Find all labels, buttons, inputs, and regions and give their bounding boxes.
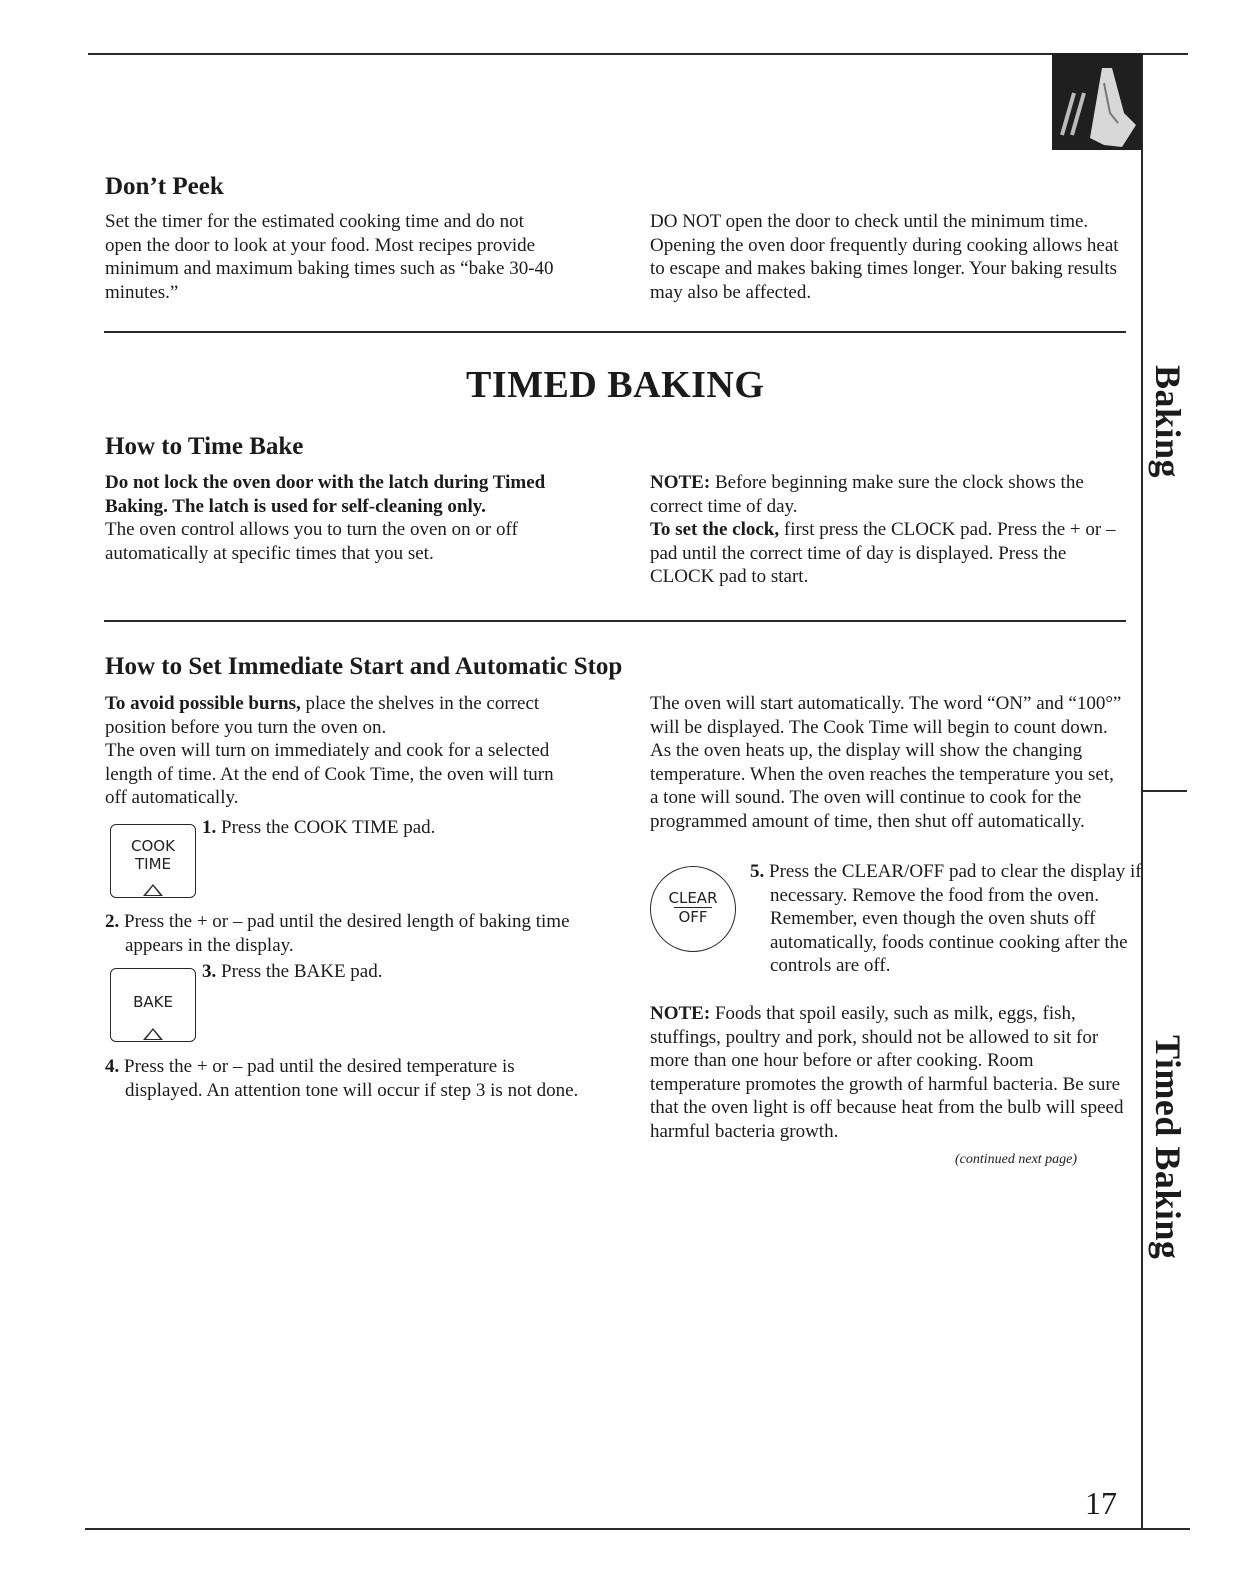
side-tab-divider <box>1141 790 1187 792</box>
bottom-rule <box>85 1528 1190 1530</box>
dont-peek-heading: Don’t Peek <box>105 173 224 200</box>
time-bake-note: NOTE: Before beginning make sure the clock shows the correct time of day. <box>650 472 1084 517</box>
triangle-icon <box>143 1028 163 1040</box>
section-divider-1 <box>104 331 1126 333</box>
dont-peek-left-text: Set the timer for the estimated cooking time and do not open the door to look at your food. Most recipes provide minimum and maximum baking times such as “bake 30-40 minutes.” <box>105 211 554 303</box>
latch-warning: Do not lock the oven door with the latch during Timed Baking. The latch is used for self-cleaning only. <box>105 472 546 517</box>
side-tab-baking: Baking <box>1148 365 1188 479</box>
bake-pad <box>110 968 196 1042</box>
food-safety-note: NOTE: Foods that spoil easily, such as milk, eggs, fish, stuffings, poultry and pork, should not be allowed to sit for more than one hour before or after cooking. Room temperature promotes the growth of harmful bacteria. Be sure that the oven light is off because heat from the bulb will speed harmful bacteria growth. <box>650 1003 1124 1142</box>
step-5: 5. Press the CLEAR/OFF pad to clear the display if necessary. Remove the food from the oven. Remember, even though the oven shuts off automatically, foods continue cooking after the controls are off. <box>750 861 1142 976</box>
step-4: 4. Press the + or – pad until the desired temperature is displayed. An attention tone will occur if step 3 is not done. <box>105 1056 579 1101</box>
side-tab-timed-baking: Timed Baking <box>1148 1035 1188 1260</box>
section-divider-2 <box>104 620 1126 622</box>
set-clock-instructions: To set the clock, first press the CLOCK pad. Press the + or – pad until the correct time of day is displayed. Press the CLOCK pad to start. <box>650 519 1116 587</box>
clear-pad-label-2: OFF <box>674 907 711 926</box>
step-3: 3. Press the BAKE pad. <box>202 961 383 982</box>
hand-pointer-icon <box>1052 53 1142 150</box>
step-2: 2. Press the + or – pad until the desired length of baking time appears in the display. <box>105 911 570 956</box>
bake-pad-label: BAKE <box>133 993 173 1011</box>
burns-warning: To avoid possible burns, place the shelves in the correct position before you turn the oven on. <box>105 693 540 738</box>
step-1: 1. Press the COOK TIME pad. <box>202 817 436 838</box>
cook-time-pad <box>110 824 196 898</box>
time-bake-body: The oven control allows you to turn the oven on or off automatically at specific times that you set. <box>105 519 518 564</box>
time-bake-heading: How to Time Bake <box>105 433 304 460</box>
immediate-right-intro: The oven will start automatically. The word “ON” and “100°” will be displayed. The Cook Time will begin to count down. As the oven heats up, the display will show the changing temperature. When the oven reaches the temperature you set, a tone will sound. The oven will continue to cook for the programmed amount of time, then shut off automatically. <box>650 693 1122 832</box>
triangle-icon <box>143 884 163 896</box>
page-number: 17 <box>1085 1485 1117 1521</box>
immediate-start-heading: How to Set Immediate Start and Automatic Stop <box>105 653 623 680</box>
continued-next-page: (continued next page) <box>955 1152 1078 1167</box>
clear-pad-label-1: CLEAR <box>668 889 718 907</box>
dont-peek-right-text: DO NOT open the door to check until the minimum time. Opening the oven door frequently during cooking allows heat to escape and makes baking times longer. Your baking results may also be affected. <box>650 211 1119 303</box>
cook-pad-label-2: TIME <box>134 855 171 873</box>
clear-off-pad <box>650 866 736 952</box>
page-title: TIMED BAKING <box>466 364 765 406</box>
top-rule <box>88 53 1188 55</box>
cook-pad-label-1: COOK <box>131 837 175 855</box>
immediate-intro: The oven will turn on immediately and cook for a selected length of time. At the end of Cook Time, the oven will turn off automatically. <box>105 740 554 808</box>
